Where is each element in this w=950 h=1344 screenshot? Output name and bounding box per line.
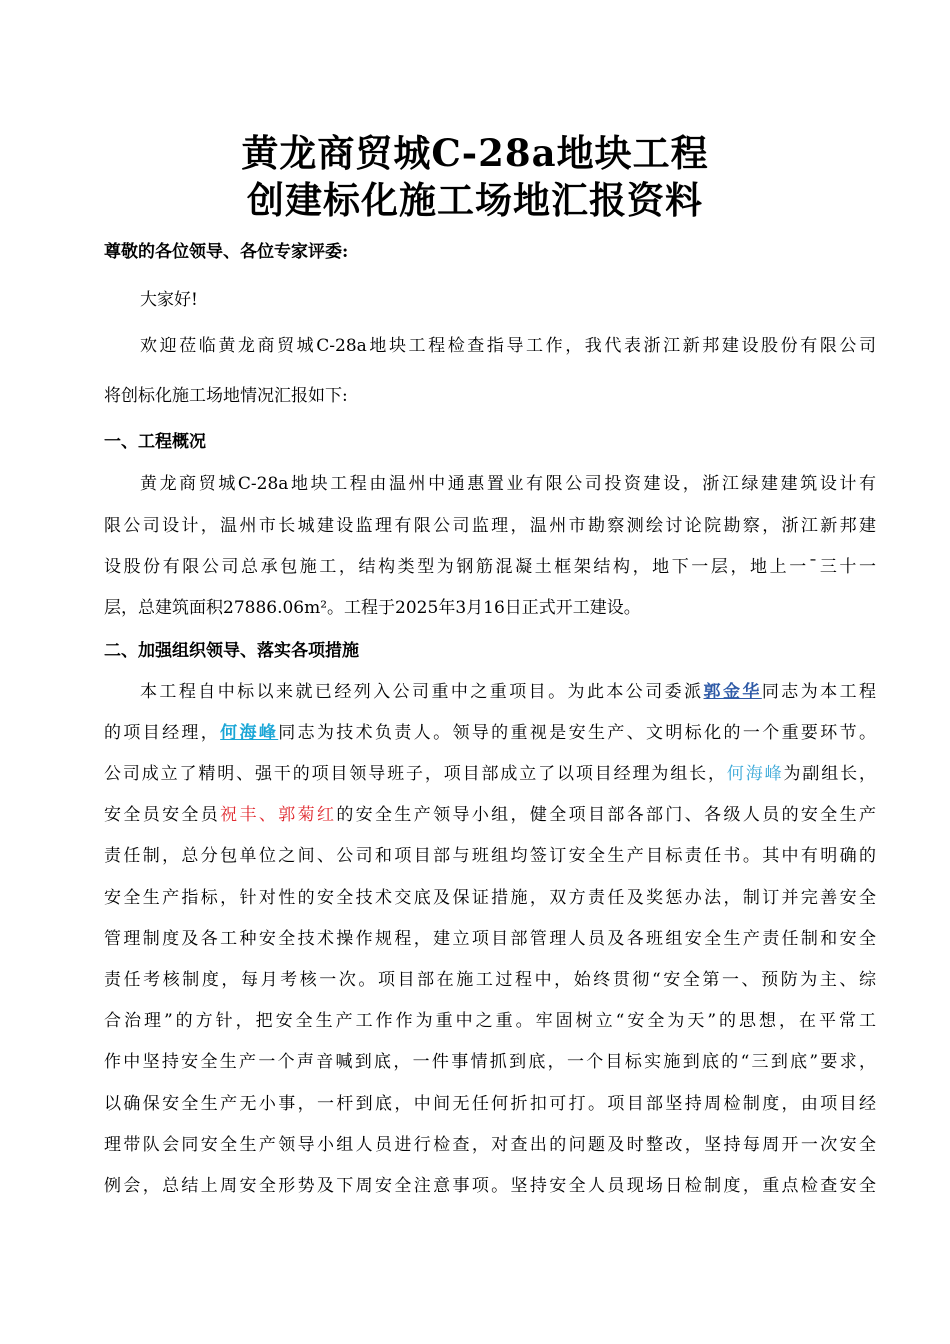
section-2-text: 为副组长，: [783, 764, 876, 784]
section-2-line-12: 理带队会同安全生产领导小组人员进行检查，对查出的问题及时整改，坚持每周开一次安全: [104, 1135, 876, 1155]
section-2-text: 公司成立了精明、强干的项目领导班子，项目部成立了以项目经理为组长，: [104, 764, 727, 784]
section-2-heading: 二、加强组织领导、落实各项措施: [104, 641, 359, 661]
deputy-leader-name: 何海峰: [726, 764, 784, 784]
project-manager-name: 郭金华: [703, 682, 762, 702]
intro-line-1: 欢迎莅临黄龙商贸城C-28a地块工程检查指导工作，我代表浙江新邦建设股份有限公司: [140, 336, 876, 356]
safety-officer-names: 祝丰、郭菊红: [220, 805, 337, 825]
section-2-line-1: [140, 680, 876, 704]
section-1-line-1: 黄龙商贸城C-28a地块工程由温州中通惠置业有限公司投资建设，浙江绿建建筑设计有: [140, 474, 876, 494]
section-1-line-2: 限公司设计，温州市长城建设监理有限公司监理，温州市勘察测绘讨论院勘察，浙江新邦建: [104, 516, 876, 536]
section-2-line-5: 责任制，总分包单位之间、公司和项目部与班组均签订安全生产目标责任书。其中有明确的: [104, 846, 876, 866]
section-2-text: 的安全生产领导小组，健全项目部各部门、各级人员的安全生产: [336, 805, 876, 825]
technical-lead-name: 何海峰: [220, 723, 279, 743]
greeting: 大家好!: [140, 290, 198, 310]
section-2-text: 同志为本工程: [761, 682, 876, 702]
section-1-line-4: 层，总建筑面积27886.06m²。工程于2025年3月16日正式开工建设。: [104, 598, 641, 618]
section-2-text: 同志为技术负责人。领导的重视是安生产、文明标化的一个重要环节。: [278, 723, 876, 743]
section-2-text: 安全员安全员: [104, 805, 221, 825]
section-1-line-3: 设股份有限公司总承包施工，结构类型为钢筋混凝土框架结构，地下一层，地上一¯三十一: [104, 557, 876, 577]
document-title-line-2: 创建标化施工场地汇报资料: [247, 178, 703, 222]
intro-line-2: 将创标化施工场地情况汇报如下:: [104, 386, 348, 406]
section-2-line-10: 作中坚持安全生产一个声音喊到底，一件事情抓到底，一个目标实施到底的“三到底”要求，: [104, 1052, 876, 1072]
section-1-heading: 一、工程概况: [104, 432, 206, 452]
section-2-text: 本工程自中标以来就已经列入公司重中之重项目。为此本公司委派: [140, 682, 704, 702]
section-2-line-9: 合治理”的方针，把安全生产工作作为重中之重。牢固树立“安全为天”的思想，在平常工: [104, 1011, 876, 1031]
section-2-line-6: 安全生产指标，针对性的安全技术交底及保证措施，双方责任及奖惩办法，制订并完善安全: [104, 888, 876, 908]
section-2-line-11: 以确保安全生产无小事，一杆到底，中间无任何折扣可打。项目部坚持周检制度，由项目经: [104, 1094, 876, 1114]
section-2-text: 的项目经理，: [104, 723, 221, 743]
document-title-line-1: 黄龙商贸城C-28a地块工程: [241, 131, 709, 175]
section-2-line-7: 管理制度及各工种安全技术操作规程，建立项目部管理人员及各班组安全生产责任制和安全: [104, 929, 876, 949]
section-2-line-4: [104, 803, 876, 827]
section-2-line-8: 责任考核制度，每月考核一次。项目部在施工过程中，始终贯彻“安全第一、预防为主、综: [104, 970, 876, 990]
salutation: 尊敬的各位领导、各位专家评委:: [104, 242, 349, 262]
section-2-line-13: 例会，总结上周安全形势及下周安全注意事项。坚持安全人员现场日检制度，重点检查安全: [104, 1176, 876, 1196]
section-2-line-2: [104, 721, 876, 745]
section-2-line-3: [104, 762, 876, 786]
